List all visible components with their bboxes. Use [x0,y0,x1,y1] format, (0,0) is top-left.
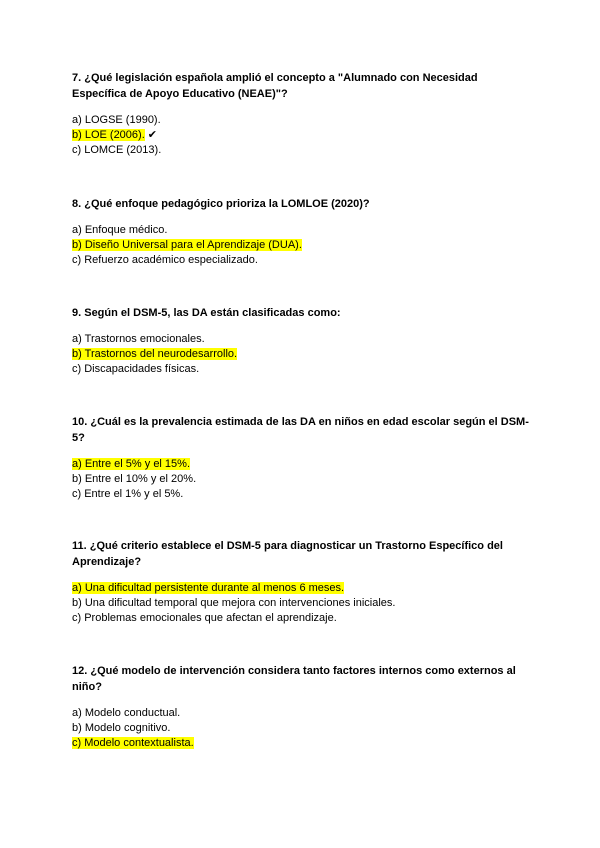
question-9 [72,305,532,377]
answer-option-c [72,253,532,268]
answer-text: a) Enfoque médico. [72,224,168,236]
highlighted-answer-text: b) Trastornos del neurodesarrollo. [72,348,238,360]
answer-text: b) Modelo cognitivo. [72,722,171,734]
question-title: 11. ¿Qué criterio establece el DSM-5 para diagnosticar un Trastorno Específico del Aprendizaje? [72,540,503,568]
answer-option-a [72,113,532,128]
answer-option-a [72,332,532,347]
answer-option-a [72,706,532,721]
highlighted-answer-text: b) Diseño Universal para el Aprendizaje (DUA). [72,239,302,251]
answer-text: c) Refuerzo académico especializado. [72,254,258,266]
answer-text: a) LOGSE (1990). [72,114,161,126]
answer-option-b [72,238,532,253]
answer-option-c [72,611,532,626]
answer-text: a) Trastornos emocionales. [72,333,205,345]
question-title: 8. ¿Qué enfoque pedagógico prioriza la LOMLOE (2020)? [72,198,370,210]
answer-option-c [72,143,532,158]
answer-text: b) Entre el 10% y el 20%. [72,473,197,485]
question-12 [72,663,532,751]
highlighted-answer-text: c) Modelo contextualista. [72,737,194,749]
answer-option-c [72,487,532,502]
answer-option-a [72,457,532,472]
answer-text: c) Entre el 1% y el 5%. [72,488,184,500]
question-title: 10. ¿Cuál es la prevalencia estimada de las DA en niños en edad escolar según el DSM-5? [72,416,529,444]
answer-list [72,332,532,377]
answer-text: b) Una dificultad temporal que mejora con intervenciones iniciales. [72,597,396,609]
answer-option-a [72,581,532,596]
highlighted-answer-text: b) LOE (2006). [72,129,145,141]
answer-text: c) LOMCE (2013). [72,144,162,156]
answer-text: a) Modelo conductual. [72,707,181,719]
answer-option-b [72,128,532,143]
question-10 [72,414,532,502]
question-11 [72,538,532,626]
answer-list [72,706,532,751]
answer-option-b [72,596,532,611]
highlighted-answer-text: a) Entre el 5% y el 15%. [72,458,191,470]
answer-option-b [72,347,532,362]
answer-list [72,457,532,502]
answer-text: c) Problemas emocionales que afectan el aprendizaje. [72,612,337,624]
question-title: 7. ¿Qué legislación española amplió el concepto a "Alumnado con Necesidad Específica de Apoyo Educativo (NEAE)"? [72,72,478,100]
check-mark-icon: ✔ [147,129,157,141]
question-7 [72,70,532,158]
answer-option-a [72,223,532,238]
answer-option-c [72,736,532,751]
question-title: 12. ¿Qué modelo de intervención considera tanto factores internos como externos al niño? [72,665,516,693]
answer-option-b [72,721,532,736]
question-8 [72,196,532,268]
answer-list [72,581,532,626]
question-title: 9. Según el DSM-5, las DA están clasificadas como: [72,307,341,319]
answer-list [72,223,532,268]
answer-option-c [72,362,532,377]
answer-text: c) Discapacidades físicas. [72,363,200,375]
highlighted-answer-text: a) Una dificultad persistente durante al menos 6 meses. [72,582,345,594]
answer-option-b [72,472,532,487]
answer-list [72,113,532,158]
